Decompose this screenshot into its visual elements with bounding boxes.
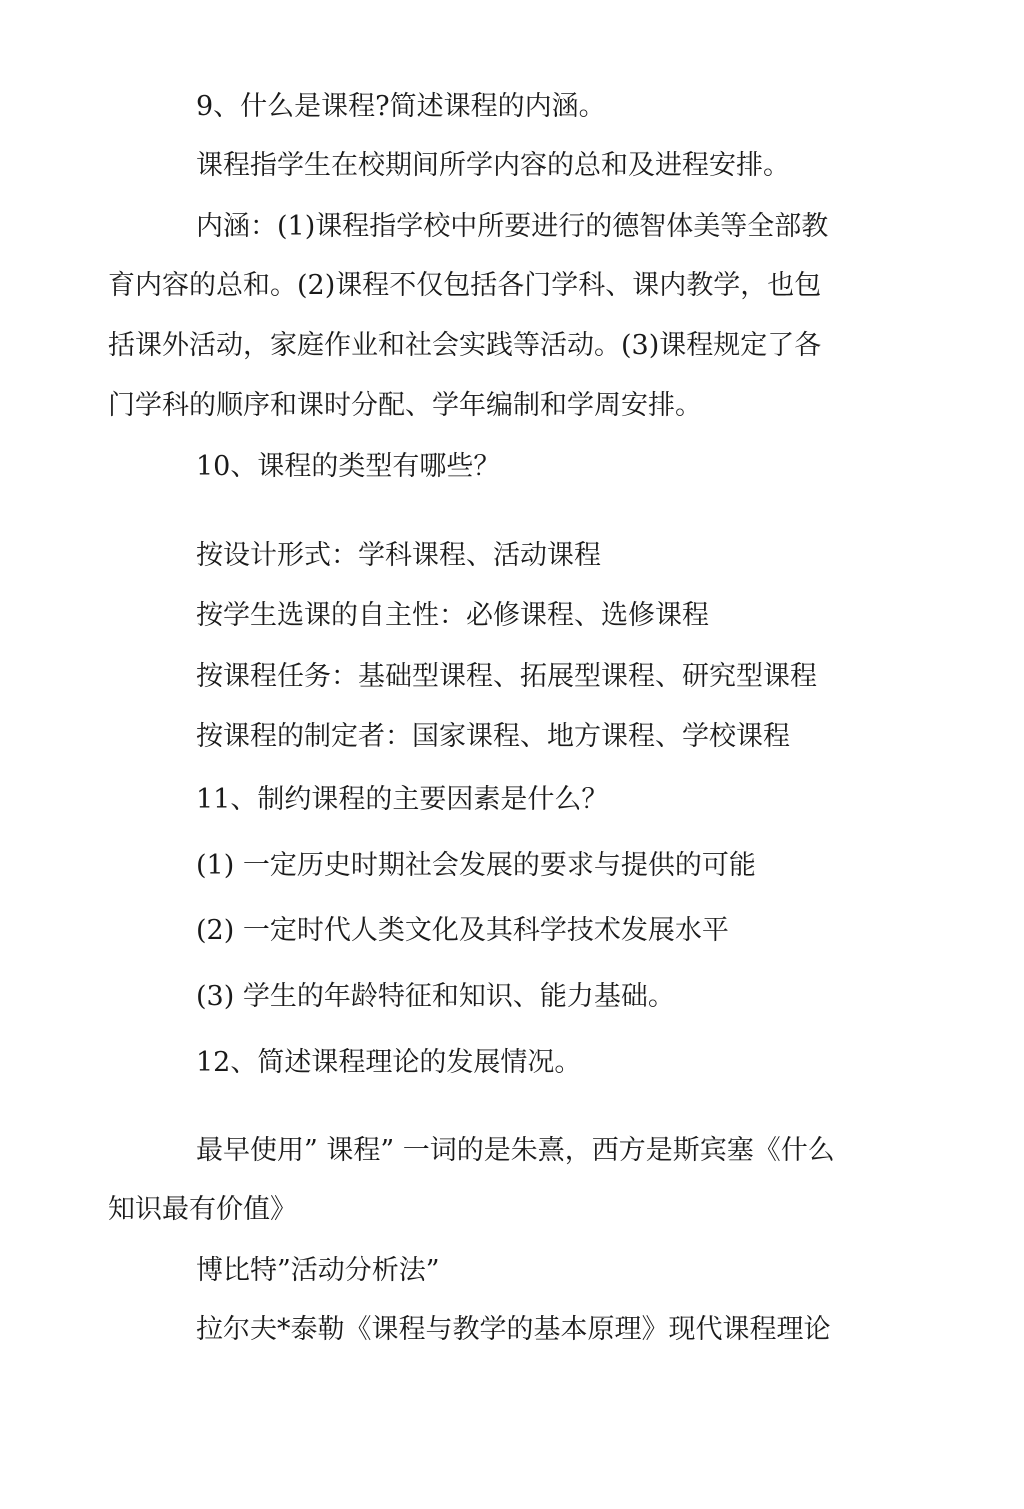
theory-tyler: 拉尔夫*泰勒《课程与教学的基本原理》现代课程理论 bbox=[196, 1314, 831, 1345]
type-by-design: 按设计形式：学科课程、活动课程 bbox=[196, 540, 601, 571]
theory-line-2: 知识最有价值》 bbox=[108, 1194, 297, 1225]
theory-line-1: 最早使用” 课程” 一词的是朱熹，西方是斯宾塞《什么 bbox=[196, 1135, 835, 1166]
factor-1: (1) 一定历史时期社会发展的要求与提供的可能 bbox=[196, 850, 756, 881]
connotation-line-4: 门学科的顺序和课时分配、学年编制和学周安排。 bbox=[108, 390, 702, 421]
factor-3: (3) 学生的年龄特征和知识、能力基础。 bbox=[196, 981, 675, 1012]
question-11-heading: 11、制约课程的主要因素是什么？ bbox=[196, 784, 609, 815]
question-10-heading: 10、课程的类型有哪些？ bbox=[196, 451, 501, 482]
question-9-heading: 9、什么是课程?简述课程的内涵。 bbox=[196, 91, 606, 122]
factor-2: (2) 一定时代人类文化及其科学技术发展水平 bbox=[196, 915, 729, 946]
connotation-line-3: 括课外活动，家庭作业和社会实践等活动。(3)课程规定了各 bbox=[108, 330, 822, 361]
course-definition: 课程指学生在校期间所学内容的总和及进程安排。 bbox=[196, 150, 790, 181]
type-by-task: 按课程任务：基础型课程、拓展型课程、研究型课程 bbox=[196, 661, 817, 692]
connotation-line-1: 内涵：(1)课程指学校中所要进行的德智体美等全部教 bbox=[196, 211, 829, 242]
connotation-line-2: 育内容的总和。(2)课程不仅包括各门学科、课内教学，也包 bbox=[108, 270, 822, 301]
question-12-heading: 12、简述课程理论的发展情况。 bbox=[196, 1047, 582, 1078]
type-by-autonomy: 按学生选课的自主性：必修课程、选修课程 bbox=[196, 600, 709, 631]
theory-bobbitt: 博比特”活动分析法” bbox=[196, 1255, 440, 1286]
type-by-maker: 按课程的制定者：国家课程、地方课程、学校课程 bbox=[196, 721, 790, 752]
